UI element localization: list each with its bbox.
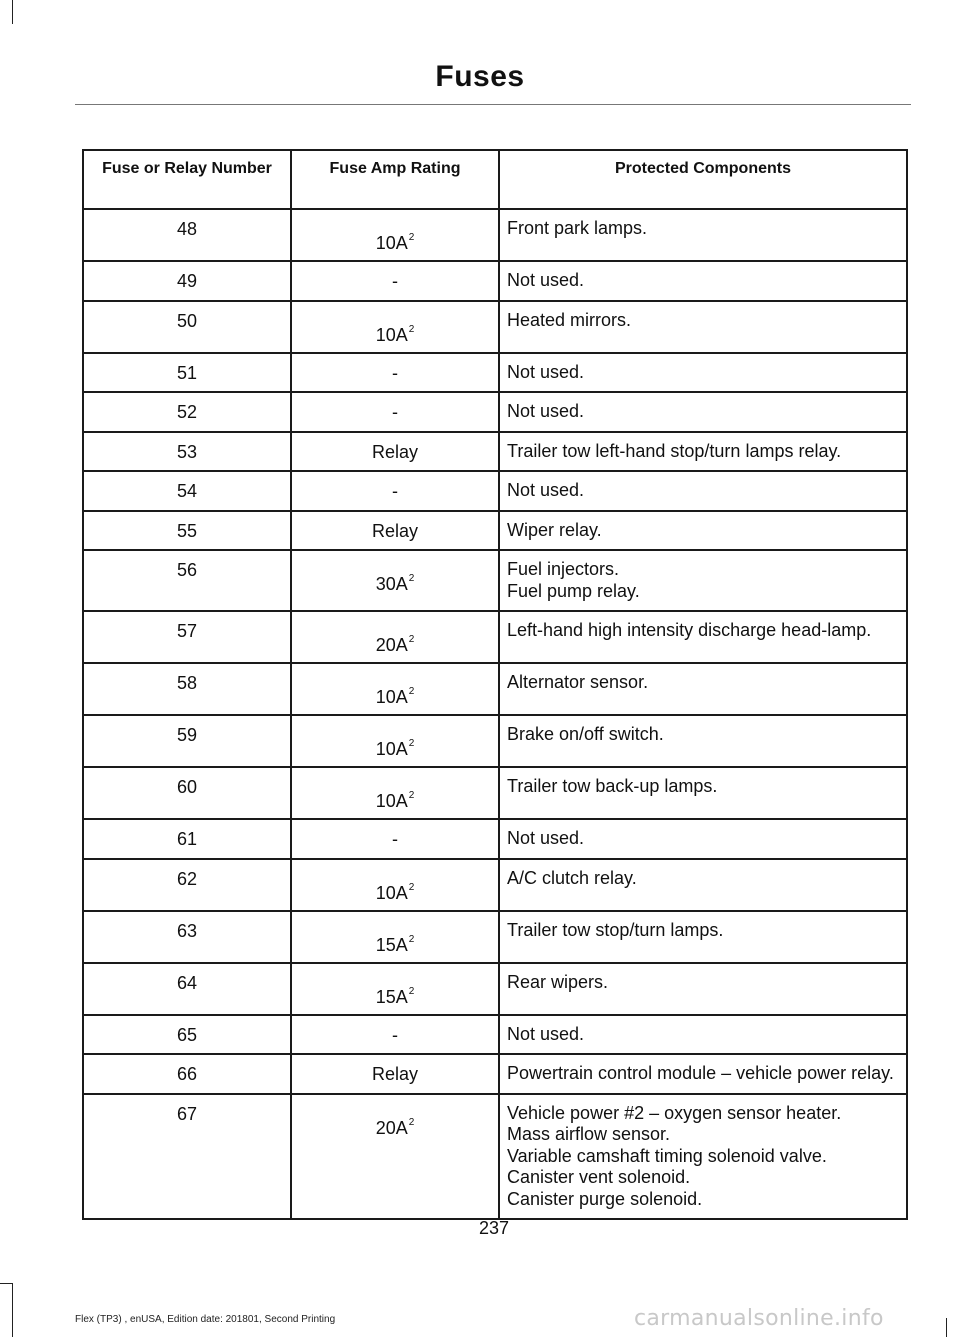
amp-rating-cell — [291, 663, 499, 715]
crop-mark-bottom-right — [946, 1318, 947, 1337]
table-row — [83, 1054, 907, 1094]
table-row — [83, 663, 907, 715]
amp-rating-value: 10A — [375, 739, 408, 759]
fuse-table — [82, 149, 908, 1220]
amp-rating-value: 10A — [375, 882, 408, 903]
component-line: Fuel pump relay. — [507, 580, 640, 601]
protected-components-cell — [499, 611, 907, 663]
amp-rating-value: - — [392, 481, 398, 501]
protected-components-cell — [499, 819, 907, 859]
fuse-number-cell: 64 — [83, 963, 291, 1015]
fuse-number-cell: 52 — [83, 392, 291, 432]
component-line: Rear wipers. — [507, 971, 609, 992]
amp-rating-cell — [291, 715, 499, 767]
footnote-marker: 2 — [408, 686, 415, 697]
protected-components-cell — [499, 392, 907, 432]
footnote-marker: 2 — [408, 573, 415, 584]
watermark: carmanualsonline.info — [634, 1306, 884, 1331]
footnote-marker: 2 — [408, 634, 415, 645]
table-row — [83, 859, 907, 911]
table-row — [83, 392, 907, 432]
fuse-number-cell: 49 — [83, 261, 291, 301]
amp-rating-value: 20A — [375, 1117, 408, 1138]
table-row — [83, 353, 907, 393]
table-row — [83, 511, 907, 551]
component-line: Trailer tow stop/turn lamps. — [507, 919, 724, 940]
table-row — [83, 611, 907, 663]
fuse-number-cell: 53 — [83, 432, 291, 472]
component-line: Not used. — [507, 270, 585, 290]
amp-rating-cell — [291, 859, 499, 911]
amp-rating-value: - — [392, 829, 398, 849]
fuse-number-cell: 54 — [83, 471, 291, 511]
amp-rating-cell — [291, 209, 499, 261]
table-row — [83, 767, 907, 819]
component-line: Canister vent solenoid. — [507, 1167, 691, 1187]
amp-rating-value: - — [392, 362, 398, 383]
table-row — [83, 963, 907, 1015]
table-row — [83, 1015, 907, 1055]
crop-mark-top-left — [12, 0, 13, 24]
crop-mark-bottom-left — [12, 1283, 13, 1337]
amp-rating-cell — [291, 911, 499, 963]
fuse-number-cell: 63 — [83, 911, 291, 963]
protected-components-cell — [499, 911, 907, 963]
header-divider — [75, 104, 911, 105]
amp-rating-value: 10A — [375, 791, 408, 811]
fuse-number-cell: 60 — [83, 767, 291, 819]
protected-components-cell — [499, 715, 907, 767]
component-line: Powertrain control module – vehicle power relay. — [507, 1063, 894, 1083]
component-line: Not used. — [507, 1023, 585, 1044]
component-line: Front park lamps. — [507, 218, 648, 238]
component-line: Brake on/off switch. — [507, 724, 664, 744]
page-number: 237 — [478, 1218, 510, 1238]
amp-rating-value: Relay — [371, 1064, 419, 1084]
fuse-number-cell: 61 — [83, 819, 291, 859]
amp-rating-cell — [291, 1015, 499, 1055]
footnote-marker: 2 — [408, 738, 415, 749]
component-line: Vehicle power #2 – oxygen sensor heater. — [507, 1102, 842, 1123]
amp-rating-cell — [291, 301, 499, 353]
protected-components-cell — [499, 767, 907, 819]
amp-rating-cell — [291, 392, 499, 432]
amp-rating-value: Relay — [371, 520, 419, 541]
table-row — [83, 432, 907, 472]
table-row — [83, 715, 907, 767]
fuse-number-cell: 48 — [83, 209, 291, 261]
table-row — [83, 261, 907, 301]
table-header-row — [83, 150, 907, 209]
protected-components-cell — [499, 1054, 907, 1094]
amp-rating-value: Relay — [371, 441, 419, 462]
fuse-number-cell: 59 — [83, 715, 291, 767]
component-line: Heated mirrors. — [507, 309, 632, 330]
fuse-number-cell: 57 — [83, 611, 291, 663]
table-row — [83, 209, 907, 261]
component-line: Wiper relay. — [507, 519, 602, 540]
table-row — [83, 1094, 907, 1220]
protected-components-cell — [499, 301, 907, 353]
fuse-number-cell: 66 — [83, 1054, 291, 1094]
amp-rating-value: 10A — [375, 687, 408, 707]
component-line: Not used. — [507, 401, 585, 421]
fuse-number-cell: 62 — [83, 859, 291, 911]
footnote-marker: 2 — [408, 881, 415, 893]
footnote-marker: 2 — [408, 1116, 415, 1128]
protected-components-cell — [499, 471, 907, 511]
amp-rating-value: 20A — [375, 635, 408, 655]
fuse-number-cell: 58 — [83, 663, 291, 715]
fuse-number-cell: 55 — [83, 511, 291, 551]
fuse-number-cell: 50 — [83, 301, 291, 353]
component-line: Not used. — [507, 480, 585, 500]
amp-rating-cell — [291, 261, 499, 301]
fuse-number-cell: 51 — [83, 353, 291, 393]
protected-components-cell — [499, 550, 907, 611]
section-title: Fuses — [435, 60, 525, 93]
component-line: Variable camshaft timing solenoid valve. — [507, 1145, 827, 1166]
amp-rating-cell — [291, 767, 499, 819]
fuse-number-cell: 65 — [83, 1015, 291, 1055]
table-row — [83, 471, 907, 511]
amp-rating-cell — [291, 471, 499, 511]
table-row — [83, 550, 907, 611]
footnote-marker: 2 — [408, 790, 415, 801]
footnote-marker: 2 — [408, 323, 415, 335]
footnote-marker: 2 — [408, 985, 415, 997]
amp-rating-cell — [291, 1094, 499, 1220]
amp-rating-cell — [291, 611, 499, 663]
crop-mark-bottom-left-h — [0, 1283, 13, 1284]
protected-components-cell — [499, 261, 907, 301]
header-amp-rating: Fuse Amp Rating — [291, 150, 499, 209]
table-row — [83, 301, 907, 353]
protected-components-cell — [499, 1015, 907, 1055]
component-line: Not used. — [507, 361, 585, 382]
component-line: Alternator sensor. — [507, 672, 649, 692]
footer-edition: Flex (TP3) , enUSA, Edition date: 201801, Second Printing — [75, 1314, 336, 1325]
protected-components-cell — [499, 963, 907, 1015]
amp-rating-cell — [291, 511, 499, 551]
amp-rating-value: 10A — [375, 233, 408, 253]
fuse-number-cell: 67 — [83, 1094, 291, 1220]
component-line: Fuel injectors. — [507, 559, 620, 579]
fuse-number-cell: 56 — [83, 550, 291, 611]
amp-rating-value: 15A — [375, 934, 408, 955]
protected-components-cell — [499, 209, 907, 261]
amp-rating-cell — [291, 353, 499, 393]
footnote-marker: 2 — [408, 933, 415, 945]
component-line: Canister purge solenoid. — [507, 1188, 703, 1209]
protected-components-cell — [499, 1094, 907, 1220]
component-line: A/C clutch relay. — [507, 867, 637, 888]
table-row — [83, 911, 907, 963]
amp-rating-cell — [291, 1054, 499, 1094]
amp-rating-cell — [291, 963, 499, 1015]
table-row — [83, 819, 907, 859]
protected-components-cell — [499, 663, 907, 715]
amp-rating-value: - — [392, 271, 398, 291]
amp-rating-cell — [291, 432, 499, 472]
protected-components-cell — [499, 432, 907, 472]
amp-rating-value: 30A — [375, 574, 408, 594]
amp-rating-value: 10A — [375, 324, 408, 345]
component-line: Mass airflow sensor. — [507, 1124, 671, 1144]
component-line: Trailer tow back-up lamps. — [507, 776, 718, 796]
amp-rating-cell — [291, 550, 499, 611]
protected-components-cell — [499, 511, 907, 551]
protected-components-cell — [499, 353, 907, 393]
component-line: Left-hand high intensity discharge head-lamp. — [507, 620, 872, 640]
amp-rating-value: - — [392, 402, 398, 422]
amp-rating-value: 15A — [375, 986, 408, 1007]
footnote-marker: 2 — [408, 232, 415, 243]
protected-components-cell — [499, 859, 907, 911]
fuse-table-body — [83, 209, 907, 1219]
amp-rating-cell — [291, 819, 499, 859]
amp-rating-value: - — [392, 1024, 398, 1045]
component-line: Trailer tow left-hand stop/turn lamps relay. — [507, 440, 842, 461]
component-line: Not used. — [507, 828, 585, 848]
header-fuse-number: Fuse or Relay Number — [83, 150, 291, 209]
header-protected-components: Protected Components — [499, 150, 907, 209]
